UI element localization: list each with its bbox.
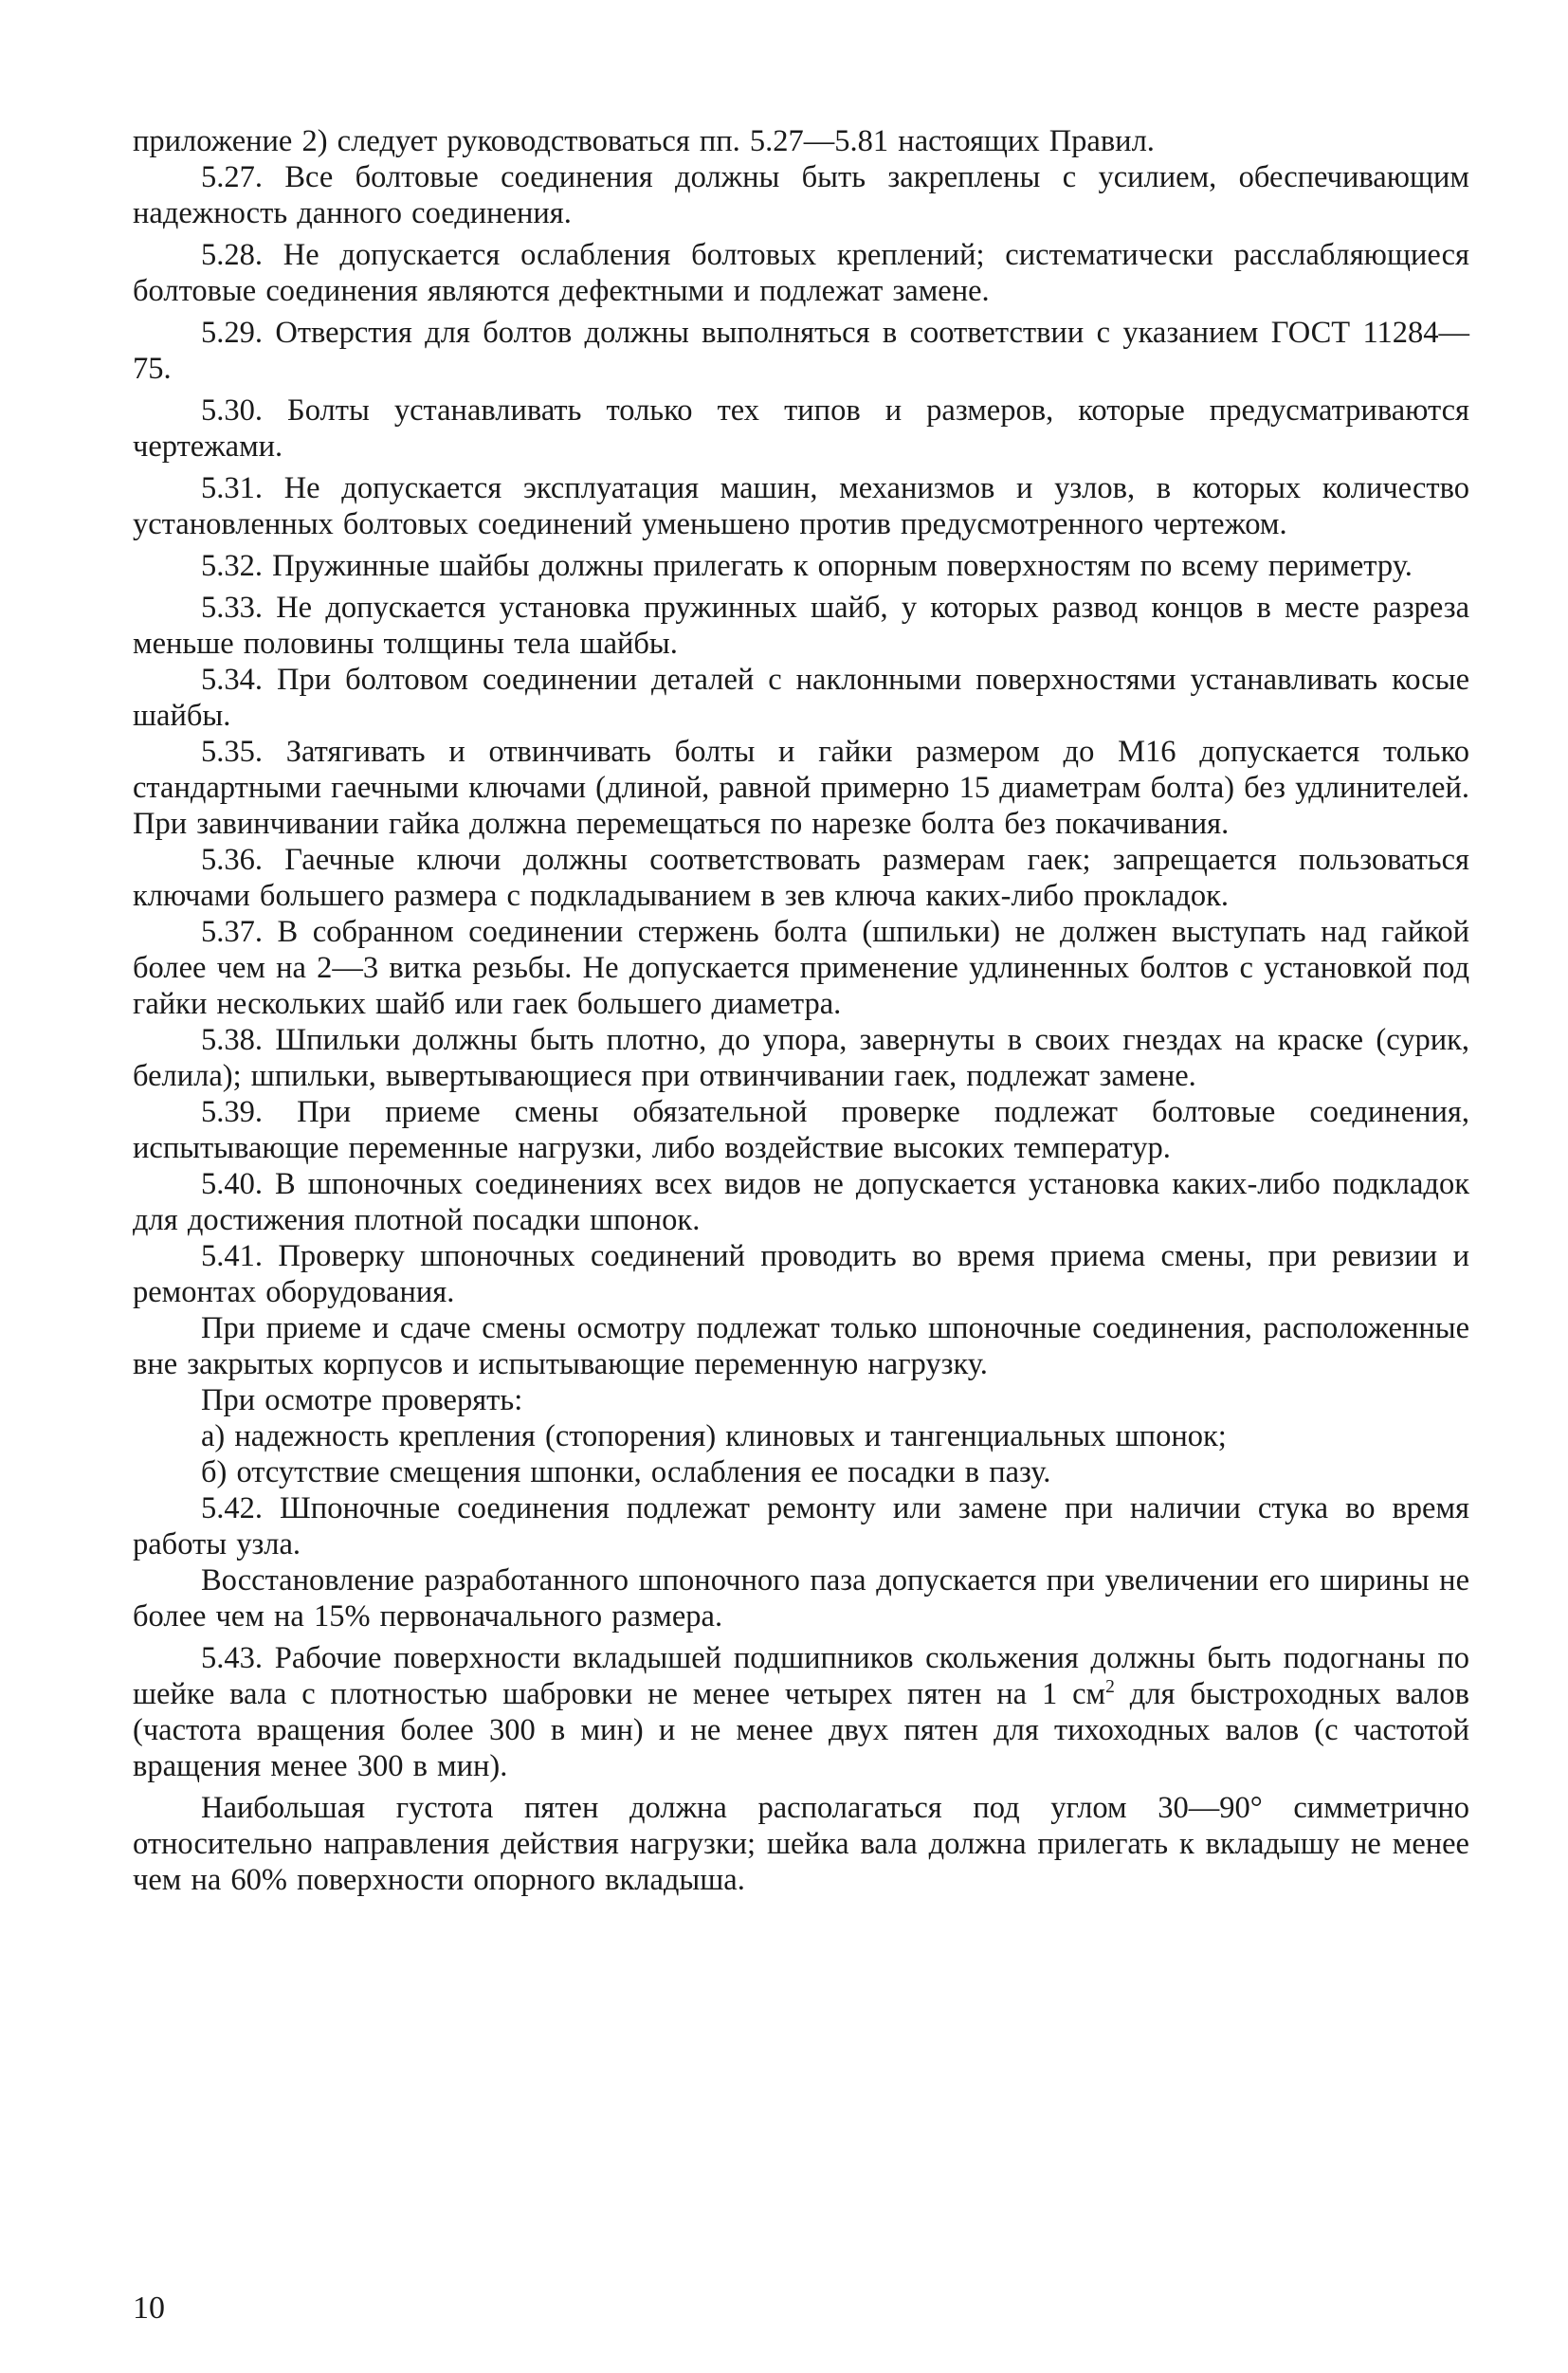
paragraph-5-39: 5.39. При приеме смены обязательной проверке подлежат болтовые соединения, испытывающие переменные нагрузки, либо воздействие высоких температур.	[133, 1095, 1469, 1165]
paragraph-5-40: 5.40. В шпоночных соединениях всех видов не допускается установка каких-либо подкладок для достижения плотной посадки шпонок.	[133, 1167, 1469, 1237]
paragraph-5-42: 5.42. Шпоночные соединения подлежат ремонту или замене при наличии стука во время работы узла.	[133, 1491, 1469, 1561]
page-number: 10	[133, 2291, 165, 2326]
paragraph-5-30: 5.30. Болты устанавливать только тех типов и размеров, которые предусматриваются чертежами.	[133, 393, 1469, 464]
paragraph-5-31: 5.31. Не допускается эксплуатация машин, механизмов и узлов, в которых количество установленных болтовых соединений уменьшено против предусмотренного чертежом.	[133, 471, 1469, 541]
paragraph-keyway-restoration: Восстановление разработанного шпоночного паза допускается при увеличении его ширины не более чем на 15% первоначального размера.	[133, 1563, 1469, 1634]
paragraph-5-43	[133, 1640, 1469, 1784]
paragraph-5-32: 5.32. Пружинные шайбы должны прилегать к опорным поверхностям по всему периметру.	[201, 549, 1413, 583]
paragraph-5-41: 5.41. Проверку шпоночных соединений проводить во время приема смены, при ревизии и ремонтах оборудования.	[133, 1239, 1469, 1309]
list-item-a: а) надежность крепления (стопорения) клиновых и тангенциальных шпонок;	[201, 1419, 1227, 1453]
document-page	[133, 123, 1469, 1904]
paragraph-5-43-part-1: 5.43. Рабочие поверхности вкладышей подшипников скольжения должны быть подогнаны по шейке вала с плотностью шабровки не менее четырех пятен на 1 см	[133, 1641, 1469, 1711]
paragraph-inspection-scope: При приеме и сдаче смены осмотру подлежат только шпоночные соединения, расположенные вне закрытых корпусов и испытывающие переменную нагрузку.	[133, 1311, 1469, 1381]
paragraph-5-28: 5.28. Не допускается ослабления болтовых креплений; систематически расслабляющиеся болтовые соединения являются дефектными и подлежат замене.	[133, 238, 1469, 308]
superscript-squared: 2	[1105, 1677, 1115, 1698]
paragraph-5-36: 5.36. Гаечные ключи должны соответствовать размерам гаек; запрещается пользоваться ключами большего размера с подкладыванием в зев ключа каких-либо прокладок.	[133, 843, 1469, 913]
paragraph-5-29: 5.29. Отверстия для болтов должны выполняться в соответствии с указанием ГОСТ 11284—75.	[133, 316, 1469, 386]
paragraph-continuation: приложение 2) следует руководствоваться пп. 5.27—5.81 настоящих Правил.	[133, 124, 1155, 158]
paragraph-5-34: 5.34. При болтовом соединении деталей с наклонными поверхностями устанавливать косые шайбы.	[133, 663, 1469, 733]
paragraph-5-35: 5.35. Затягивать и отвинчивать болты и гайки размером до М16 допускается только стандартными гаечными ключами (длиной, равной примерно 15 диаметрам болта) без удлинителей. При завинчивании гайка должна перемещаться по нарезке болта без покачивания.	[133, 735, 1469, 841]
list-item-b: б) отсутствие смещения шпонки, ослабления ее посадки в пазу.	[201, 1455, 1051, 1489]
paragraph-5-43-part-2: для быстроходных валов (частота вращения более 300 в мин) и не менее двух пятен для тихоходных валов (с частотой вращения менее 300 в мин).	[133, 1677, 1469, 1783]
paragraph-check-list-intro: При осмотре проверять:	[201, 1383, 523, 1417]
paragraph-5-37: 5.37. В собранном соединении стержень болта (шпильки) не должен выступать над гайкой более чем на 2—3 витка резьбы. Не допускается применение удлиненных болтов с установкой под гайки нескольких шайб или гаек большего диаметра.	[133, 915, 1469, 1021]
paragraph-5-38: 5.38. Шпильки должны быть плотно, до упора, завернуты в своих гнездах на краске (сурик, белила); шпильки, вывертывающиеся при отвинчивании гаек, подлежат замене.	[133, 1023, 1469, 1093]
paragraph-5-27: 5.27. Все болтовые соединения должны быть закреплены с усилием, обеспечивающим надежность данного соединения.	[133, 160, 1469, 230]
paragraph-5-33: 5.33. Не допускается установка пружинных шайб, у которых развод концов в месте разреза меньше половины толщины тела шайбы.	[133, 591, 1469, 661]
paragraph-spot-density: Наибольшая густота пятен должна располагаться под углом 30—90° симметрично относительно направления действия нагрузки; шейка вала должна прилегать к вкладышу не менее чем на 60% поверхности опорного вкладыша.	[133, 1791, 1469, 1897]
